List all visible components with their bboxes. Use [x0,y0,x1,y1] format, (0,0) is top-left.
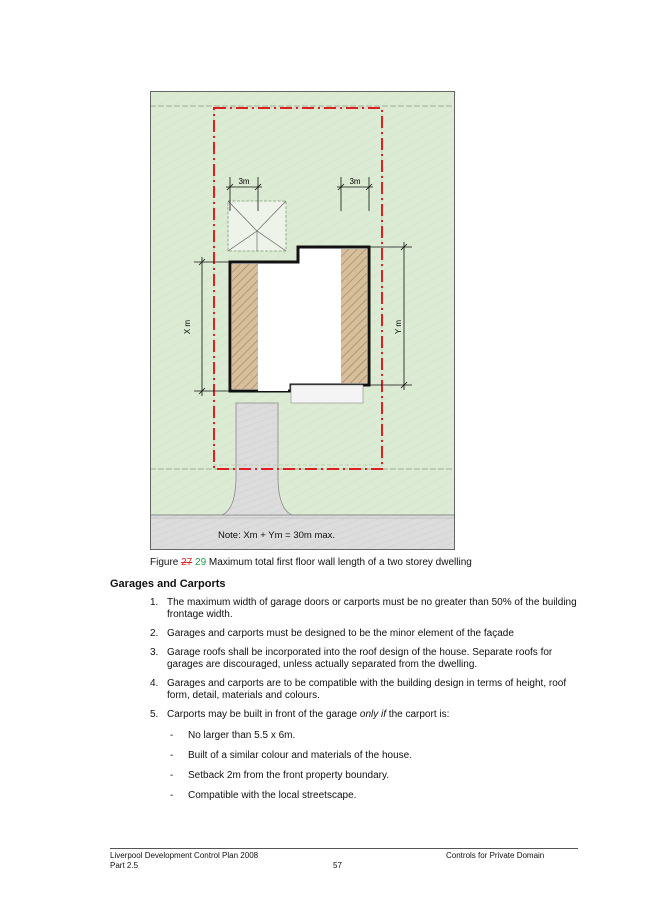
caption-old-number: 27 [181,557,193,568]
dim-3m-right-label: 3m [349,177,361,186]
caption-new-number: 29 [195,557,207,568]
footer-doc-title: Liverpool Development Control Plan 2008 [110,851,259,860]
dim-3m-left-label: 3m [238,177,250,186]
list-item-text-after: the carport is: [386,709,450,720]
sub-item-text: Compatible with the local streetscape. [188,790,357,801]
list-item [110,678,590,702]
sub-item-dash: - [170,750,174,761]
dim-y-label: Y m [394,319,403,335]
figure-note: Note: Xm + Ym = 30m max. [218,530,336,541]
list-item-number: 1. [150,597,159,608]
footer-divider [110,848,578,849]
sub-item-text: No larger than 5.5 x 6m. [188,730,296,741]
list-item-text: Garages and carports must be designed to be the minor element of the façade [167,628,514,639]
sub-item-dash: - [170,770,174,781]
garage-roof [228,201,286,251]
sub-item-text: Built of a similar colour and materials of the house. [188,750,412,761]
list-item [110,597,590,621]
list-item-text-italic: only if [359,709,387,720]
footer-section: Controls for Private Domain [446,851,545,860]
list-item-number: 4. [150,678,159,689]
dim-x-label: X m [183,319,192,335]
list-item-number: 2. [150,628,159,639]
list-item [110,628,590,640]
page-number: 57 [333,861,342,870]
sub-item-text: Setback 2m from the front property boundary. [188,770,390,781]
sub-list-item [110,790,590,802]
requirements-list [110,597,590,810]
list-item-number: 3. [150,647,159,658]
sub-list-item [110,770,590,782]
footer-left [110,851,258,871]
list-item-text: Garages and carports are to be compatible with the building design in terms of height, roof form, detail, materials and colours. [167,678,567,701]
caption-prefix: Figure [150,557,182,568]
sub-list-item [110,750,590,762]
list-item [110,647,590,671]
footer-part: Part 2.5 [110,861,139,870]
sub-item-dash: - [170,790,174,801]
sub-list-item [110,730,590,742]
list-item-text: Garage roofs shall be incorporated into the roof design of the house. Separate roofs for garages are discouraged, unless actually separated from the dwelling. [167,647,553,670]
list-item-text-before: Carports may be built in front of the garage [167,709,360,720]
site-plan-figure [150,91,455,550]
caption-text: Maximum total first floor wall length of a two storey dwelling [206,557,472,568]
sub-item-dash: - [170,730,174,741]
list-item [110,709,590,721]
list-item-text: The maximum width of garage doors or carports must be no greater than 50% of the building frontage width. [167,597,577,620]
figure-caption [150,557,472,568]
hatched-wall-right [341,249,367,383]
hatched-wall-left [232,264,258,389]
list-item-number: 5. [150,709,159,720]
section-heading: Garages and Carports [110,578,226,590]
